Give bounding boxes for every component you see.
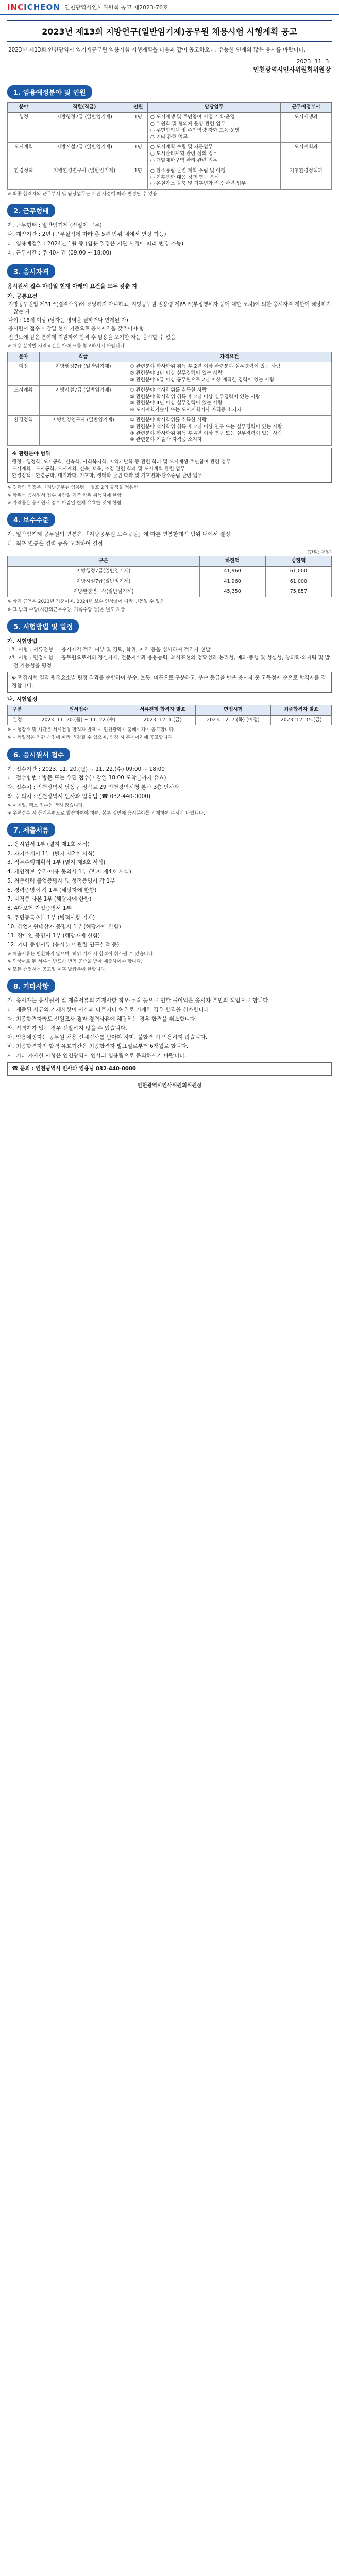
- schedule-note: ※ 시험장소 및 시간은 서류전형 합격자 발표 시 인천광역시 홈페이지에 공고합니다.: [7, 727, 175, 733]
- section-5-heading: 5. 시험방법 및 일정: [7, 619, 79, 633]
- salary-cell: 61,000: [265, 577, 331, 587]
- positions-header: 분야: [8, 103, 40, 113]
- salary-item: 가. 일반임기제 공무원의 연봉은 「지방공무원 보수규정」에 따른 연봉한계액 범위 내에서 결정: [7, 531, 231, 538]
- positions-header: 직렬(직급): [40, 103, 129, 113]
- section-4: [7, 531, 332, 613]
- misc-item: 나. 제출된 서류의 기재사항이 사실과 다르거나 허위로 기재한 경우 합격을 취소합니다.: [7, 1007, 211, 1013]
- positions-cell: 도시계획: [8, 143, 40, 166]
- s3-note: ※ 채용 분야별 자격요건은 아래 표를 참고하시기 바랍니다.: [7, 344, 126, 349]
- schedule-cell: 2023. 12. 15.(금): [271, 715, 332, 725]
- intro-text: 2023년 제13회 인천광역시 임기제공무원 임용시험 시행계획을 다음과 같이 공고하오니, 유능한 인재의 많은 응시를 바랍니다.: [8, 47, 306, 53]
- section-2-heading: 2. 근무형태: [7, 204, 55, 217]
- application-item: 라. 문의처 : 인천광역시 인사과 임용팀 (☎ 032-440-0000): [7, 793, 151, 800]
- positions-header: 담당업무: [147, 103, 280, 113]
- document-item: 9. 주민등록초본 1부 (병적사항 기재): [7, 914, 95, 921]
- qualification-header: 자격요건: [127, 352, 332, 362]
- qualification-cell: ① 관련분야 박사학위를 취득한 사람 ② 관련분야 석사학위 취득 후 2년 이상 연구 또는 실무경력이 있는 사람 ③ 관련분야 학사학위 취득 후 4년 이상 연구 또는 실무경력이 있는 사람 ④ 관련분야 기술사 자격증 소지자: [127, 416, 332, 446]
- salary-header: 구분: [8, 556, 200, 567]
- document-note: ※ 제출서류는 반환하지 않으며, 허위 기재 시 합격이 취소될 수 있습니다.: [7, 951, 155, 957]
- work-item: 라. 근무시간 : 주 40시간 (09:00 ~ 18:00): [7, 249, 112, 256]
- application-item: 다. 접수처 : 인천광역시 남동구 정각로 29 인천광역시청 본관 3층 인사과: [7, 784, 180, 791]
- salary-row: [8, 577, 332, 587]
- section-1-heading: 1. 임용예정분야 및 인원: [7, 85, 92, 99]
- salary-item: 나. 최초 연봉은 경력 등을 고려하여 결정: [7, 540, 103, 547]
- positions-cell: 1명: [129, 166, 147, 189]
- positions-cell: 환경정책: [8, 166, 40, 189]
- positions-cell: 지방환경연구사 (일반임기제): [40, 166, 129, 189]
- positions-cell: 1명: [129, 113, 147, 143]
- document-item: 10. 취업지원대상자 증명서 1부 (해당자에 한함): [7, 923, 121, 930]
- positions-cell: 도시재생과: [281, 113, 332, 143]
- positions-row: [8, 113, 332, 143]
- document-item: 3. 직무수행계획서 1부 (별지 제3호 서식): [7, 859, 106, 866]
- schedule-cell: 2023. 12. 7.(목) (예정): [195, 715, 271, 725]
- misc-item: 라. 적격자가 없는 경우 선발하지 않을 수 있습니다.: [7, 1025, 127, 1031]
- salary-cell: 지방행정7급(일반임기제): [8, 566, 200, 577]
- salary-cell: 45,350: [199, 587, 265, 597]
- salary-cell: 41,960: [199, 566, 265, 577]
- application-note: ※ 우편접수 시 등기우편으로 발송하여야 하며, 봉투 겉면에 응시분야를 기재하여 주시기 바랍니다.: [7, 810, 205, 816]
- salary-table: [7, 556, 332, 597]
- general-requirement: 응시원서 접수 마감일 현재 기준으로 응시자격을 갖추어야 함: [8, 326, 144, 332]
- positions-row: [8, 166, 332, 189]
- section-1: [7, 102, 332, 197]
- misc-item: 마. 임용예정자는 공무원 채용 신체검사를 받아야 하며, 불합격 시 임용하지 않습니다.: [7, 1034, 208, 1041]
- section-4-heading: 4. 보수수준: [7, 513, 55, 527]
- salary-cell: 41,960: [199, 577, 265, 587]
- misc-item: 사. 기타 자세한 사항은 인천광역시 인사과 임용팀으로 문의하시기 바랍니다.: [7, 1052, 187, 1059]
- document-note: ※ 모든 증명서는 공고일 이후 발급분에 한합니다.: [7, 967, 107, 973]
- schedule-header: 서류전형 합격자 발표: [130, 705, 195, 715]
- s3-note-item: ※ 경력의 인정은 「지방공무원 임용령」 별표 2의 규정을 적용함: [7, 485, 139, 491]
- page-title: 2023년 제13회 지방연구(일반임기제)공무원 채용시험 시행계획 공고: [42, 27, 297, 37]
- work-item: 가. 근무형태 : 일반임기제 (전일제 근무): [7, 222, 102, 229]
- salary-cell: 75,857: [265, 587, 331, 597]
- pub-date: 2023. 11. 3.: [296, 58, 331, 65]
- qualification-cell: 지방행정7급 (일반임기제): [39, 362, 127, 385]
- s5-schedule-title: 나. 시험일정: [7, 696, 38, 703]
- qualification-row: [8, 416, 332, 446]
- interview-box: ※ 면접시험 결과 평정요소별 평정 결과를 종합하여 우수, 보통, 미흡으로 구분하고, 우수 등급을 받은 응시자 중 고득점자 순으로 합격자를 결정합니다.: [7, 672, 332, 693]
- positions-cell: 기후환경정책과: [281, 166, 332, 189]
- positions-cell: ○ 탄소중립 관련 계획 수립 및 이행 ○ 기후변화 대응 정책 연구·분석 ○ 온실가스 감축 및 기후변화 적응 관련 업무: [147, 166, 280, 189]
- qualification-row: [8, 362, 332, 385]
- application-note: ※ 이메일, 팩스 접수는 받지 않습니다.: [7, 803, 84, 808]
- qualification-row: [8, 385, 332, 415]
- section-7: [7, 841, 332, 973]
- schedule-header: 면접시험: [195, 705, 271, 715]
- s3-note-item: ※ 자격증은 응시원서 접수 마감일 현재 유효한 것에 한함: [7, 501, 122, 506]
- section-3-heading: 3. 응시자격: [7, 264, 55, 278]
- positions-table: [7, 102, 332, 190]
- work-item: 나. 계약기간 : 2년 (근무실적에 따라 총 5년 범위 내에서 연장 가능): [7, 231, 166, 238]
- footer-org: 인천광역시인사위원회위원장: [137, 1083, 202, 1089]
- positions-cell: ○ 도시계획 수립 및 자문업무 ○ 도시관리계획 관련 심의 업무 ○ 개발제한구역 관리 관련 업무: [147, 143, 280, 166]
- misc-item: 바. 최종합격자의 합격 유효기간은 최종합격자 발표일로부터 6개월로 합니다.: [7, 1043, 189, 1050]
- document-item: 5. 최종학력 졸업증명서 및 성적증명서 각 1부: [7, 877, 115, 884]
- section-7-heading: 7. 제출서류: [7, 823, 55, 837]
- salary-cell: 지방시설7급(일반임기제): [8, 577, 200, 587]
- qualification-cell: 행정: [8, 362, 40, 385]
- section-6: [7, 766, 332, 817]
- schedule-table: [7, 705, 332, 726]
- related-field: 행정 : 행정학, 도시공학, 건축학, 사회복지학, 지역개발학 등 관련 학과 및 도시재생·주민참여 관련 업무: [12, 459, 231, 465]
- positions-header: 근무예정부서: [281, 103, 332, 113]
- qualification-cell: 지방환경연구사 (일반임기제): [39, 416, 127, 446]
- qualification-cell: 환경정책: [8, 416, 40, 446]
- schedule-header: 구분: [8, 705, 27, 715]
- positions-cell: 1명: [129, 143, 147, 166]
- schedule-cell: 2023. 11. 20.(월) ~ 11. 22.(수): [27, 715, 130, 725]
- schedule-header: 최종합격자 발표: [271, 705, 332, 715]
- positions-cell: 도시계획과: [281, 143, 332, 166]
- related-field: 환경정책 : 환경공학, 대기과학, 기후학, 생태학 관련 학과 및 기후변화·탄소중립 관련 업무: [12, 473, 202, 479]
- document-item: 1. 응시원서 1부 (별지 제1호 서식): [7, 841, 90, 848]
- general-requirement: 지방공무원법 제31조(결격사유)에 해당하지 아니하고, 지방공무원 임용령 제65조(부정행위자 등에 대한 조치)에 의한 응시자격 제한에 해당하지 않는 자: [8, 301, 331, 315]
- document-item: 2. 자기소개서 1부 (별지 제2호 서식): [7, 850, 95, 857]
- positions-cell: 행정: [8, 113, 40, 143]
- qualification-cell: ① 관련분야 석사학위를 취득한 사람 ② 관련분야 학사학위 취득 후 2년 이상 실무경력이 있는 사람 ③ 관련분야 4년 이상 실무경력이 있는 사람 ④ 도시계획기술사 또는 도시계획기사 자격증 소지자: [127, 385, 332, 415]
- application-item: 나. 접수방법 : 방문 또는 우편 접수(마감일 18:00 도착분까지 유효): [7, 775, 166, 782]
- salary-cell: 61,000: [265, 566, 331, 577]
- method-item: 2차 시험 : 면접시험 — 공무원으로서의 정신자세, 전문지식과 응용능력, 의사표현의 정확성과 논리성, 예의·품행 및 성실성, 창의력·의지력 및 발전 가능성을 평정: [8, 655, 330, 669]
- salary-note: ※ 상기 금액은 2023년 기준이며, 2024년 보수 인상률에 따라 변동될 수 있음: [7, 599, 165, 605]
- s3-head: 응시원서 접수 마감일 현재 아래의 요건을 모두 갖춘 자: [7, 283, 138, 290]
- schedule-cell: 일정: [8, 715, 27, 725]
- misc-item: 다. 최종합격자라도 신원조사 결과 결격사유에 해당하는 경우 합격을 취소합니다.: [7, 1015, 197, 1022]
- qualification-header: 직급: [39, 352, 127, 362]
- section-8: [7, 997, 332, 1076]
- qualification-header: 분야: [8, 352, 40, 362]
- section-3: [7, 282, 332, 506]
- document-item: 8. 4대보험 가입증명서 1부: [7, 905, 72, 912]
- section-2: [7, 222, 332, 257]
- schedule-note: ※ 시험일정은 기관 사정에 따라 변경될 수 있으며, 변경 시 홈페이지에 공고합니다.: [7, 735, 174, 741]
- schedule-cell: 2023. 12. 1.(금): [130, 715, 195, 725]
- qualification-cell: 도시계획: [8, 385, 40, 415]
- qualification-cell: 지방시설7급 (일반임기제): [39, 385, 127, 415]
- title-box: [7, 20, 332, 42]
- related-field: 도시계획 : 도시공학, 도시계획, 건축, 토목, 조경 관련 학과 및 도시계획 관련 업무: [12, 466, 185, 472]
- table1-note: ※ 최종 합격자의 근무부서 및 담당업무는 기관 사정에 따라 변경될 수 있음: [7, 192, 158, 197]
- salary-header: 하한액: [199, 556, 265, 567]
- section-6-heading: 6. 응시원서 접수: [7, 748, 70, 761]
- document-item: 6. 경력증명서 각 1부 (해당자에 한함): [7, 887, 97, 893]
- document-item: 11. 장애인 증명서 1부 (해당자에 한함): [7, 933, 100, 939]
- contact-box: ☎ 문의 : 인천광역시 인사과 임용팀 032-440-0000: [7, 1062, 332, 1076]
- application-item: 가. 접수기간 : 2023. 11. 20.(월) ~ 11. 22.(수) 09:00 ~ 18:00: [7, 766, 165, 772]
- misc-item: 가. 응시자는 응시원서 및 제출서류의 기재사항 착오·누락 등으로 인한 불이익은 응시자 본인의 책임으로 합니다.: [7, 997, 270, 1004]
- general-requirement: 전년도에 같은 분야에 지원하여 합격 후 임용을 포기한 자는 응시할 수 없음: [8, 334, 176, 341]
- pub-org: 인천광역시인사위원회위원장: [253, 66, 331, 74]
- salary-cell: 지방환경연구사(일반임기제): [8, 587, 200, 597]
- method-item: 1차 시험 : 서류전형 — 응시자격 적격 여부 및 경력, 학위, 자격 등을 심사하여 적격자 선발: [8, 647, 211, 653]
- document-note: ※ 외국어로 된 서류는 반드시 번역 공증을 받아 제출하여야 합니다.: [7, 959, 143, 965]
- document-item: 12. 기타 증빙서류 (응시분야 관련 연구실적 등): [7, 942, 120, 948]
- positions-cell: 지방행정7급 (일반임기제): [40, 113, 129, 143]
- s3-general-title: 가. 공통요건: [7, 293, 38, 299]
- s3-note-item: ※ 학위는 응시원서 접수 마감일 기준 학위 취득자에 한함: [7, 493, 122, 499]
- general-requirement: 나이 : 18세 이상 (남자는 병역을 필하거나 면제된 자): [8, 317, 128, 324]
- qualification-table: [7, 352, 332, 446]
- s5-method-title: 가. 시험방법: [7, 638, 38, 645]
- document-item: 4. 개인정보 수집·이용 동의서 1부 (별지 제4호 서식): [7, 869, 131, 875]
- schedule-row: [8, 715, 332, 725]
- salary-note: ※ 그 밖의 수당(시간외근무수당, 가족수당 등)은 별도 지급: [7, 607, 125, 613]
- positions-header: 인원: [129, 103, 147, 113]
- salary-unit: (단위: 천원): [307, 550, 332, 555]
- salary-header: 상한액: [265, 556, 331, 567]
- qualification-cell: ① 관련분야 학사학위 취득 후 2년 이상 관련분야 실무경력이 있는 사람 ② 관련분야 3년 이상 실무경력이 있는 사람 ③ 관련분야 6급 이상 공무원으로 2년 이상 재직한 경력이 있는 사람: [127, 362, 332, 385]
- work-item: 다. 임용예정일 : 2024년 1월 중 (임용 일정은 기관 사정에 따라 변경 가능): [7, 240, 184, 247]
- section-5: [7, 637, 332, 741]
- positions-cell: 지방시설7급 (일반임기제): [40, 143, 129, 166]
- org-line: 인천광역시인사위원회 공고 제2023-76호: [64, 4, 168, 11]
- incheon-logo: INCICHEON: [7, 3, 60, 12]
- salary-row: [8, 566, 332, 577]
- positions-row: [8, 143, 332, 166]
- schedule-header: 원서접수: [27, 705, 130, 715]
- related-fields-box: [7, 448, 332, 483]
- positions-cell: ○ 도시재생 및 주민참여 시정 기획·운영 ○ 위원회 및 협의체 운영 관련 업무 ○ 주민협의체 및 주민역량 강화 교육·운영 ○ 기타 관련 업무: [147, 113, 280, 143]
- salary-row: [8, 587, 332, 597]
- related-title: ※ 관련분야 범위: [12, 451, 50, 457]
- section-8-heading: 8. 기타사항: [7, 979, 55, 993]
- top-bar: [0, 0, 339, 15]
- document-item: 7. 자격증 사본 1부 (해당자에 한함): [7, 896, 92, 903]
